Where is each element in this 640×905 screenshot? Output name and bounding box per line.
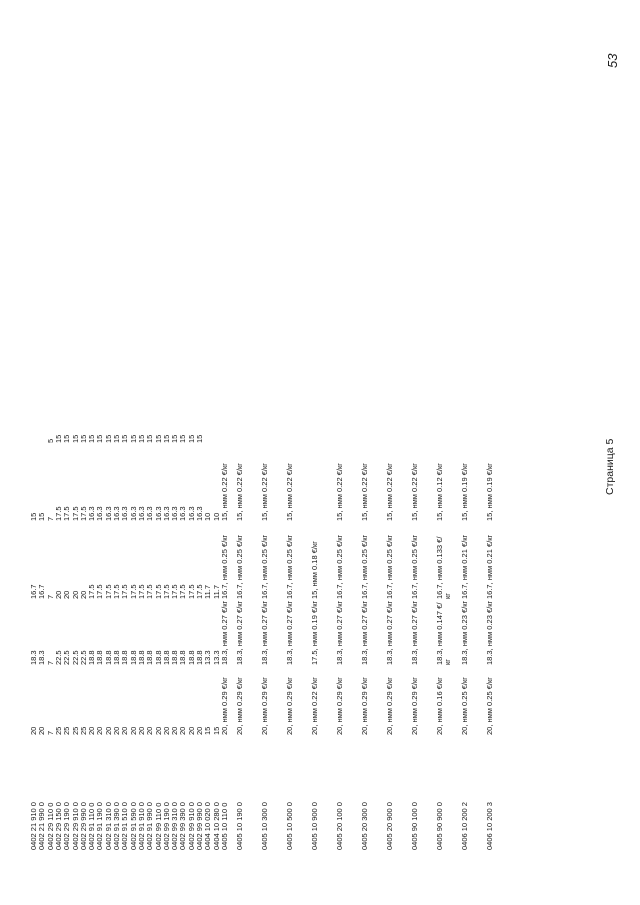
- rate-cell: 15, нмм 0.22 €/кг: [384, 462, 394, 521]
- rate-cell: 15, нмм 0.22 €/кг: [284, 462, 294, 521]
- rate-cell: 20: [78, 590, 88, 599]
- rate-cell: 18.3, нмм 0.27 €/кг: [409, 600, 419, 665]
- rate-cell: 16.7, нмм 0.25 €/кг: [219, 534, 229, 599]
- rate-cell: 15, нмм 0.19 €/кг: [484, 462, 494, 521]
- hs-code-cell: 0405 20 300 0: [359, 802, 369, 850]
- hs-code-cell: 0405 10 500 0: [284, 802, 294, 850]
- rate-cell: 13.3: [211, 650, 221, 665]
- hs-code-cell: 0402 91 310 0: [103, 802, 113, 850]
- rate-cell: 15: [37, 512, 47, 521]
- rate-cell: 18.8: [136, 650, 146, 665]
- rate-cell: 17.5: [186, 584, 196, 599]
- rate-cell: 16.3: [112, 506, 121, 521]
- rate-cell: 18.3, нмм 0.27 €/кг: [219, 600, 229, 665]
- rate-cell: 22.5: [70, 650, 80, 665]
- rate-cell: 18.3, нмм 0.23 €/кг: [484, 600, 494, 665]
- rate-cell: 17.5, нмм 0.19 €/кг: [309, 600, 319, 665]
- rate-cell: 16.3: [178, 506, 188, 521]
- rate-cell: 18.8: [178, 650, 188, 665]
- rate-cell: 20, нмм 0.22 €/кг: [309, 676, 319, 735]
- rate-cell: 10: [203, 512, 213, 521]
- rate-cell: 10: [211, 512, 221, 521]
- rate-cell: 15: [112, 434, 121, 443]
- rate-cell: 20: [195, 726, 204, 735]
- rate-cell: 11.7: [211, 584, 221, 599]
- rate-cell: 20: [178, 726, 188, 735]
- hs-code-cell: 0406 10 200 2: [459, 802, 469, 850]
- rate-cell: 17.5: [161, 584, 171, 599]
- rate-cell: 15: [211, 726, 221, 735]
- hs-code-cell: 0405 20 100 0: [334, 802, 344, 850]
- hs-code-cell: 0404 10 280 0: [211, 802, 221, 850]
- rate-cell: 20: [170, 726, 180, 735]
- hs-code-cell: 0406 10 200 3: [484, 802, 494, 850]
- hs-code-cell: 0405 10 300 0: [259, 802, 269, 850]
- rate-cell: 20, нмм 0.29 €/кг: [384, 676, 394, 735]
- rate-cell: 5: [45, 438, 55, 443]
- rate-cell: 13.3: [203, 650, 213, 665]
- rate-cell: 16.7, нмм 0.25 €/кг: [234, 534, 244, 599]
- rate-cell: 20: [161, 726, 171, 735]
- rate-cell: 15: [120, 434, 130, 443]
- hs-code-cell: 0402 21 990 0: [37, 802, 47, 850]
- rate-cell: 16.3: [161, 506, 171, 521]
- hs-code-cell: 0405 20 900 0: [384, 802, 394, 850]
- hs-code-cell: 0402 99 190 0: [161, 802, 171, 850]
- rate-cell: 17.5: [62, 506, 72, 521]
- rate-cell: 15: [170, 434, 180, 443]
- handwritten-page-number: 53: [605, 53, 620, 68]
- rate-cell: 15: [178, 434, 188, 443]
- page-footer-label: Страница 5: [604, 438, 616, 495]
- rate-cell: 15: [128, 434, 138, 443]
- rate-cell: 15, нмм 0.22 €/кг: [259, 462, 269, 521]
- rate-cell: 18.3, нмм 0.27 €/кг: [234, 600, 244, 665]
- rate-cell: 25: [62, 726, 72, 735]
- rate-cell: 18.8: [112, 650, 121, 665]
- hs-code-cell: 0402 91 990 0: [145, 802, 155, 850]
- rate-cell: 17.5: [178, 584, 188, 599]
- rate-cell: 17.5: [145, 584, 155, 599]
- rate-cell: 18.3, нмм 0.27 €/кг: [359, 600, 369, 665]
- hs-code-cell: 0405 10 900 0: [309, 802, 319, 850]
- rate-cell: 16.7, нмм 0.25 €/кг: [334, 534, 344, 599]
- rate-cell: 18.3, нмм 0.23 €/кг: [459, 600, 469, 665]
- rate-cell: 18.8: [153, 650, 163, 665]
- rate-cell: 20: [128, 726, 138, 735]
- rate-cell: 20, нмм 0.29 €/кг: [234, 676, 244, 735]
- hs-code-cell: 0402 99 390 0: [178, 802, 188, 850]
- rate-cell: 15: [53, 434, 63, 443]
- hs-code-cell: 0402 91 510 0: [120, 802, 130, 850]
- rate-cell: 16.3: [170, 506, 180, 521]
- rate-cell: 17.5: [87, 584, 97, 599]
- rate-cell: 17.5: [120, 584, 130, 599]
- rate-cell: 15, нмм 0.22 €/кг: [409, 462, 419, 521]
- rate-cell: 18.3, нмм 0.27 €/кг: [259, 600, 269, 665]
- rate-cell: 16.3: [128, 506, 138, 521]
- rate-cell: 20: [53, 590, 63, 599]
- rate-cell: 11.7: [203, 584, 213, 599]
- rate-cell: 20, нмм 0.25 €/кг: [484, 676, 494, 735]
- rate-cell: 15: [186, 434, 196, 443]
- rate-cell: 18.8: [170, 650, 180, 665]
- hs-code-cell: 0402 99 990 0: [195, 802, 204, 850]
- hs-code-cell: 0402 91 110 0: [87, 802, 97, 850]
- rate-cell: 18.8: [95, 650, 105, 665]
- hs-code-cell: 0402 21 910 0: [29, 802, 38, 850]
- rate-cell: 20: [145, 726, 155, 735]
- rate-cell: 17.5: [170, 584, 180, 599]
- rate-cell: 20: [120, 726, 130, 735]
- rate-cell: 20: [62, 590, 72, 599]
- rate-cell: 17.5: [78, 506, 88, 521]
- rate-cell: 16.3: [95, 506, 105, 521]
- hs-code-cell: 0402 99 910 0: [186, 802, 196, 850]
- rate-cell: 15: [70, 434, 80, 443]
- rate-cell: 25: [70, 726, 80, 735]
- rate-cell: 18.3: [37, 650, 47, 665]
- rate-cell: 16.7, нмм 0.21 €/кг: [484, 534, 494, 599]
- rate-cell: 18.8: [195, 650, 204, 665]
- hs-code-cell: 0404 10 020 0: [203, 802, 213, 850]
- rate-cell: 16.3: [195, 506, 204, 521]
- rate-cell: 16.7, нмм 0.133 €/кг: [434, 536, 452, 599]
- rate-cell: 15, нмм 0.22 €/кг: [359, 462, 369, 521]
- rate-cell: 7: [45, 594, 55, 599]
- rate-cell: 7: [45, 516, 55, 521]
- rate-cell: 20, нмм 0.29 €/кг: [334, 676, 344, 735]
- hs-code-cell: 0405 10 190 0: [234, 802, 244, 850]
- rate-cell: 20: [95, 726, 105, 735]
- rate-cell: 18.3: [29, 650, 38, 665]
- rate-cell: 20, нмм 0.29 €/кг: [284, 676, 294, 735]
- rate-cell: 18.3, нмм 0.27 €/кг: [334, 600, 344, 665]
- rate-cell: 20, нмм 0.16 €/кг: [434, 676, 444, 735]
- rate-cell: 16.7, нмм 0.25 €/кг: [284, 534, 294, 599]
- rate-cell: 20, нмм 0.29 €/кг: [219, 676, 229, 735]
- rate-cell: 15: [87, 434, 97, 443]
- rate-cell: 16.7, нмм 0.25 €/кг: [359, 534, 369, 599]
- rate-cell: 15, нмм 0.22 €/кг: [334, 462, 344, 521]
- rate-cell: 16.7, нмм 0.21 €/кг: [459, 534, 469, 599]
- rate-cell: 20, нмм 0.29 €/кг: [409, 676, 419, 735]
- rate-cell: 18.3, нмм 0.27 €/кг: [384, 600, 394, 665]
- rate-cell: 17.5: [103, 584, 113, 599]
- rate-cell: 18.8: [103, 650, 113, 665]
- rate-cell: 20: [70, 590, 80, 599]
- hs-code-cell: 0402 91 590 0: [128, 802, 138, 850]
- rate-cell: 18.8: [120, 650, 130, 665]
- rate-cell: 18.3, нмм 0.27 €/кг: [284, 600, 294, 665]
- rate-cell: 15, нмм 0.12 €/кг: [434, 462, 444, 521]
- hs-code-cell: 0402 99 110 0: [153, 802, 163, 850]
- rate-cell: 20: [87, 726, 97, 735]
- rate-cell: 20: [136, 726, 146, 735]
- rate-cell: 16.7, нмм 0.25 €/кг: [259, 534, 269, 599]
- rate-cell: 17.5: [128, 584, 138, 599]
- rate-cell: 16.7, нмм 0.25 €/кг: [409, 534, 419, 599]
- rate-cell: 17.5: [136, 584, 146, 599]
- rate-cell: 17.5: [112, 584, 121, 599]
- rate-cell: 20: [112, 726, 121, 735]
- hs-code-cell: 0402 29 990 0: [78, 802, 88, 850]
- rate-cell: 18.8: [87, 650, 97, 665]
- rate-cell: 22.5: [53, 650, 63, 665]
- rate-cell: 18.8: [161, 650, 171, 665]
- rate-cell: 16.3: [103, 506, 113, 521]
- rate-cell: 20, нмм 0.29 €/кг: [359, 676, 369, 735]
- rate-cell: 17.5: [195, 584, 204, 599]
- rate-cell: 18.3, нмм 0.147 €/кг: [434, 602, 452, 665]
- rate-cell: 18.8: [186, 650, 196, 665]
- rate-cell: 17.5: [153, 584, 163, 599]
- hs-code-cell: 0402 91 190 0: [95, 802, 105, 850]
- hs-code-cell: 0405 90 900 0: [434, 802, 444, 850]
- rate-cell: 15: [136, 434, 146, 443]
- rate-cell: 15: [145, 434, 155, 443]
- rate-cell: 20: [186, 726, 196, 735]
- rate-cell: 15, нмм 0.19 €/кг: [459, 462, 469, 521]
- hs-code-cell: 0402 29 190 0: [62, 802, 72, 850]
- rate-cell: 15, нмм 0.22 €/кг: [219, 462, 229, 521]
- rate-cell: 16.3: [153, 506, 163, 521]
- rate-cell: 16.7: [37, 584, 47, 599]
- rate-cell: 15: [62, 434, 72, 443]
- rate-cell: 18.8: [145, 650, 155, 665]
- hs-code-cell: 0402 29 110 0: [45, 802, 55, 850]
- rate-cell: 20, нмм 0.25 €/кг: [459, 676, 469, 735]
- rate-cell: 15: [203, 726, 213, 735]
- hs-code-cell: 0402 91 390 0: [112, 802, 121, 850]
- rate-cell: 15: [153, 434, 163, 443]
- rate-cell: 16.3: [186, 506, 196, 521]
- rate-cell: 20: [29, 726, 38, 735]
- rate-cell: 16.3: [136, 506, 146, 521]
- rate-cell: 7: [45, 730, 55, 735]
- hs-code-cell: 0402 29 150 0: [53, 802, 63, 850]
- hs-code-cell: 0405 90 100 0: [409, 802, 419, 850]
- rate-cell: 20: [103, 726, 113, 735]
- rate-cell: 20: [37, 726, 47, 735]
- rate-cell: 16.3: [87, 506, 97, 521]
- rate-cell: 15, нмм 0.18 €/кг: [309, 540, 319, 599]
- rate-cell: 22.5: [62, 650, 72, 665]
- rate-cell: 20, нмм 0.29 €/кг: [259, 676, 269, 735]
- rate-cell: 17.5: [70, 506, 80, 521]
- rate-cell: 25: [53, 726, 63, 735]
- rate-cell: 15: [195, 434, 204, 443]
- hs-code-cell: 0402 91 910 0: [136, 802, 146, 850]
- rate-cell: 7: [45, 660, 55, 665]
- hs-code-cell: 0405 10 110 0: [219, 802, 229, 850]
- rate-cell: 15: [161, 434, 171, 443]
- rate-cell: 15: [95, 434, 105, 443]
- rate-cell: 16.7, нмм 0.25 €/кг: [384, 534, 394, 599]
- rate-cell: 25: [78, 726, 88, 735]
- rate-cell: 20: [153, 726, 163, 735]
- rate-cell: 18.8: [128, 650, 138, 665]
- rate-cell: 15: [78, 434, 88, 443]
- rate-cell: 16.7: [29, 584, 38, 599]
- rate-cell: 16.3: [120, 506, 130, 521]
- rate-cell: 17.5: [53, 506, 63, 521]
- rate-cell: 15, нмм 0.22 €/кг: [234, 462, 244, 521]
- rate-cell: 15: [103, 434, 113, 443]
- hs-code-cell: 0402 29 910 0: [70, 802, 80, 850]
- rate-cell: 15: [29, 512, 38, 521]
- rate-cell: 22.5: [78, 650, 88, 665]
- hs-code-cell: 0402 99 310 0: [170, 802, 180, 850]
- rate-cell: 16.3: [145, 506, 155, 521]
- rate-cell: 17.5: [95, 584, 105, 599]
